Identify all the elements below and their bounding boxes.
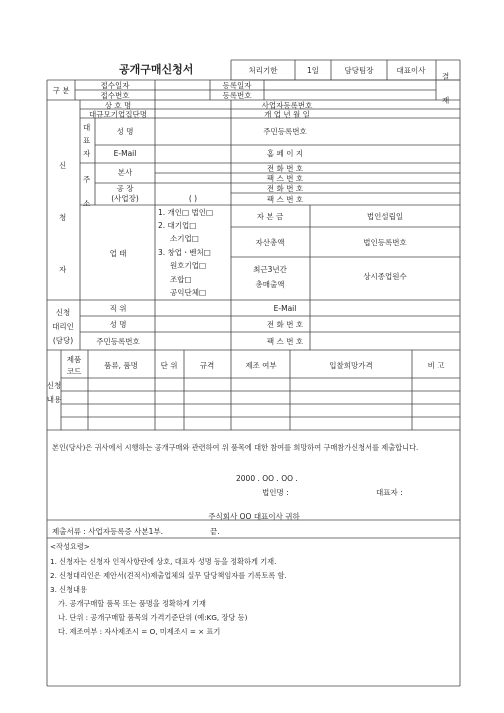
sales-3y-label: 최근3년간 — [253, 265, 287, 274]
corp-name-label: 법인명 : — [262, 488, 289, 497]
registration-no-label: 등록번호 — [222, 91, 252, 100]
established-date-label: 개 업 년 월 일 — [264, 110, 310, 119]
note-item-2: 2. 신청대리인은 제안서(견적서)제출업체의 실무 담당책임자를 기록토록 함. — [50, 571, 287, 580]
option-small-company: 소기업□ — [170, 234, 199, 243]
addressee: 주식회사 OO 대표이사 귀하 — [208, 512, 300, 521]
representative-label: 대표자 — [83, 123, 91, 158]
agent-fax-label: 팩 스 번 호 — [266, 337, 304, 346]
resident-no-label: 주민등록번호 — [263, 127, 307, 136]
option-large-company: 2. 대기업□ — [158, 221, 197, 230]
column-bid-price: 입찰희망가격 — [329, 361, 373, 370]
note-item-3a: 가. 공개구매할 품목 또는 품명을 정확하게 기재 — [58, 599, 206, 608]
agent-resident-no-label: 주민등록번호 — [96, 337, 140, 346]
registration-date-label: 등록일자 — [222, 81, 252, 90]
column-code: 코드 — [66, 367, 82, 376]
form-title: 공개구매신청서 — [119, 63, 194, 76]
note-item-1: 1. 신청자는 신청자 인적사항란에 상호, 대표자 성명 등을 정확하게 기재. — [50, 557, 277, 566]
processing-period-label: 처리기한 — [248, 66, 278, 75]
column-spec: 규격 — [199, 361, 215, 370]
end-mark: 끝. — [210, 527, 220, 536]
column-manufacture: 제조 여부 — [245, 361, 277, 370]
sales-3y-label-2: 총매출액 — [255, 280, 285, 289]
option-startup: 3. 창업ㆍ벤처□ — [158, 248, 211, 257]
business-type-label: 업 태 — [109, 249, 127, 258]
homepage-label: 홈 페 이 지 — [266, 149, 304, 158]
request-section-label-2: 내용 — [46, 395, 62, 404]
approval-label: 결재 — [442, 72, 450, 105]
head-phone-label: 전 화 번 호 — [266, 164, 304, 173]
business-reg-no-label: 사업자등록번호 — [261, 101, 313, 110]
option-veteran: 원호기업□ — [170, 261, 207, 270]
agent-section-label-3: (담당) — [52, 336, 74, 345]
representative-sign-label: 대표자 : — [376, 488, 403, 497]
column-item-name: 품류, 품명 — [104, 361, 138, 370]
factory-paren: ( ) — [188, 194, 198, 203]
column-remarks: 비 고 — [427, 361, 445, 370]
option-union: 조합□ — [170, 275, 192, 284]
staff-label: 담당팀장 — [344, 66, 374, 75]
column-unit: 단 위 — [160, 361, 178, 370]
email-label: E-Mail — [113, 149, 137, 158]
capital-label: 자 본 금 — [256, 212, 284, 221]
attachment-note: 제출서류 : 사업자등록증 사본1부. — [52, 527, 164, 536]
applicant-section-label: 신청자 — [59, 161, 67, 274]
category-label: 구 분 — [52, 86, 70, 95]
large-group-label: 대규모기업집단명 — [89, 110, 147, 119]
receipt-date-label: 접수일자 — [100, 81, 130, 90]
request-section-label-1: 신청 — [46, 381, 62, 390]
note-item-3c: 다. 제조여부 : 자사제조시 = O, 미제조시 = × 표기 — [58, 627, 221, 636]
company-name-label: 상 호 명 — [104, 101, 132, 110]
note-item-3: 3. 신청내용 — [50, 585, 87, 594]
declaration-text: 본인(당사)은 귀사에서 시행하는 공개구매와 관련하여 위 품목에 대한 참여를 희망하여 구매참가신청서를 제출합니다. — [52, 443, 419, 452]
receipt-no-label: 접수번호 — [100, 91, 130, 100]
corp-established-label: 법인설립일 — [366, 212, 404, 221]
agent-phone-label: 전 화 번 호 — [266, 320, 304, 329]
agent-section-label-2: 대리인 — [52, 322, 74, 331]
factory-label: 공 장 — [116, 184, 134, 193]
option-public-group: 공익단체□ — [170, 288, 207, 297]
head-fax-label: 팩 스 번 호 — [266, 174, 304, 183]
declaration-date: 2000 . OO . OO . — [236, 474, 298, 483]
factory-sub-label: (사업장) — [111, 194, 139, 203]
agent-section-label-1: 신청 — [55, 308, 71, 317]
option-individual-corp: 1. 개인□ 법인□ — [158, 208, 214, 217]
director-label: 대표이사 — [396, 66, 426, 75]
notes-heading: <작성요령> — [50, 542, 90, 551]
factory-fax-label: 팩 스 번 호 — [266, 195, 304, 204]
employees-label: 상시종업원수 — [363, 272, 407, 281]
processing-period-value: 1일 — [306, 66, 320, 75]
name-label: 성 명 — [116, 127, 134, 136]
agent-position-label: 직 위 — [109, 304, 127, 313]
head-office-label: 본사 — [117, 168, 133, 177]
corp-reg-no-label: 법인등록번호 — [363, 238, 407, 247]
note-item-3b: 나. 단위 : 공개구매할 품목의 가격기준단위 (예:KG, 장당 등) — [58, 613, 248, 622]
column-product: 제품 — [66, 355, 82, 364]
total-assets-label: 자산총액 — [255, 238, 285, 247]
agent-email-label: E-Mail — [273, 304, 297, 313]
address-label: 주소 — [83, 175, 91, 208]
agent-name-label: 성 명 — [109, 320, 127, 329]
factory-phone-label: 전 화 번 호 — [266, 184, 304, 193]
